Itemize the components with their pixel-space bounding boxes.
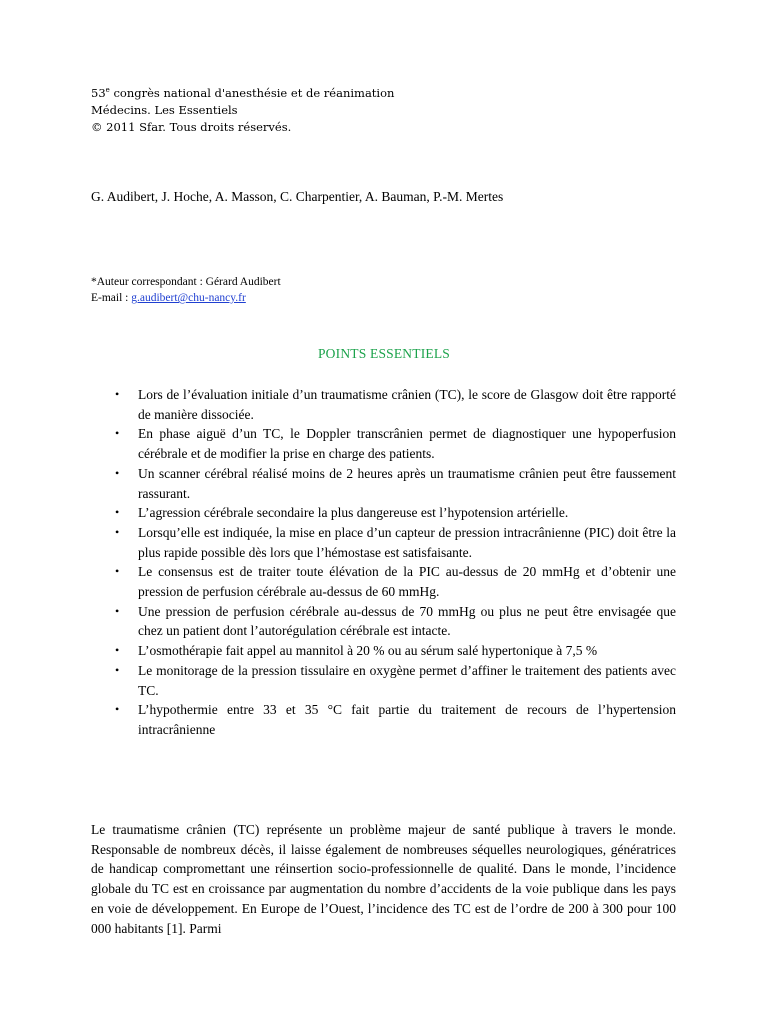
bullet-icon: • xyxy=(115,426,120,441)
key-point-item xyxy=(113,503,676,523)
key-point-text: Le monitorage de la pression tissulaire en oxygène permet d’affiner le traitement des patients avec TC. xyxy=(138,662,676,698)
bullet-icon: • xyxy=(115,603,120,618)
email-label: E-mail : xyxy=(91,292,132,304)
key-point-item xyxy=(113,700,676,739)
key-point-text: L’osmothérapie fait appel au mannitol à 20 % ou au sérum salé hypertonique à 7,5 % xyxy=(138,643,598,659)
corresponding-author: *Auteur correspondant : Gérard Audibert xyxy=(91,276,281,288)
congress-header xyxy=(91,85,691,136)
key-point-item xyxy=(113,641,676,661)
section-title: POINTS ESSENTIELS xyxy=(317,346,451,361)
bullet-icon: • xyxy=(115,524,120,539)
congress-series: Médecins. Les Essentiels xyxy=(91,103,238,117)
key-point-item xyxy=(113,424,676,463)
bullet-icon: • xyxy=(115,643,120,658)
key-point-text: En phase aiguë d’un TC, le Doppler transcrânien permet de diagnostiquer une hypoperfusion cérébrale et de modifier la prise en charge des patients. xyxy=(138,426,676,462)
congress-number: 53 xyxy=(91,86,106,100)
key-point-item xyxy=(113,602,676,641)
email-link[interactable]: g.audibert@chu-nancy.fr xyxy=(131,292,246,304)
bullet-icon: • xyxy=(115,387,120,401)
key-point-text: Le consensus est de traiter toute élévation de la PIC au-dessus de 20 mmHg et d’obtenir une pression de perfusion cérébrale au-dessus de 60 mmHg. xyxy=(138,564,676,600)
key-point-item xyxy=(113,523,676,562)
key-point-item xyxy=(113,385,676,424)
congress-title xyxy=(91,85,691,102)
body-paragraph: Le traumatisme crânien (TC) représente un problème majeur de santé publique à travers le monde. Responsable de nombreux décès, il laisse également de nombreuses séquelles neurologiques, génératrices de handicap compromettant une réinsertion socio-professionnelle de qualité. Dans le monde, l’incidence globale du TC est en croissance par augmentation du nombre d’accidents de la voie publique dans les pays en voie de développement. En Europe de l’Ouest, l’incidence des TC est de l’ordre de 200 à 300 pour 100 000 habitants [1]. Parmi xyxy=(91,822,676,936)
copyright-line: © 2011 Sfar. Tous droits réservés. xyxy=(91,120,292,134)
congress-name: congrès national d'anesthésie et de réanimation xyxy=(109,86,395,100)
key-point-item xyxy=(113,464,676,503)
congress-ordinal-sup: e xyxy=(105,86,110,95)
key-point-text: Un scanner cérébral réalisé moins de 2 heures après un traumatisme crânien peut être faussement rassurant. xyxy=(138,465,676,501)
bullet-icon: • xyxy=(115,465,120,480)
bullet-icon: • xyxy=(115,564,120,579)
email-line xyxy=(91,290,281,306)
key-point-text: Lors de l’évaluation initiale d’un traumatisme crânien (TC), le score de Glasgow doit être rapporté de manière dissociée. xyxy=(138,387,676,422)
key-point-item xyxy=(113,661,676,700)
bullet-icon: • xyxy=(115,505,120,520)
key-point-text: Lorsqu’elle est indiquée, la mise en place d’un capteur de pression intracrânienne (PIC) doit être la plus rapide possible dès lors que l’hémostase est satisfaisante. xyxy=(138,524,676,560)
bullet-icon: • xyxy=(115,662,120,677)
key-point-text: Une pression de perfusion cérébrale au-dessus de 70 mmHg ou plus ne peut être envisagée que chez un patient dont l’autorégulation cérébrale est intacte. xyxy=(138,603,676,639)
key-point-item xyxy=(113,562,676,601)
key-point-text: L’agression cérébrale secondaire la plus dangereuse est l’hypotension artérielle. xyxy=(138,505,569,521)
key-points-list xyxy=(113,385,676,740)
correspondence-block xyxy=(91,274,281,306)
bullet-icon: • xyxy=(115,702,120,717)
author-list: G. Audibert, J. Hoche, A. Masson, C. Charpentier, A. Bauman, P.-M. Mertes xyxy=(91,189,504,204)
key-point-text: L’hypothermie entre 33 et 35 °C fait partie du traitement de recours de l’hypertension intracrânienne xyxy=(138,702,676,737)
